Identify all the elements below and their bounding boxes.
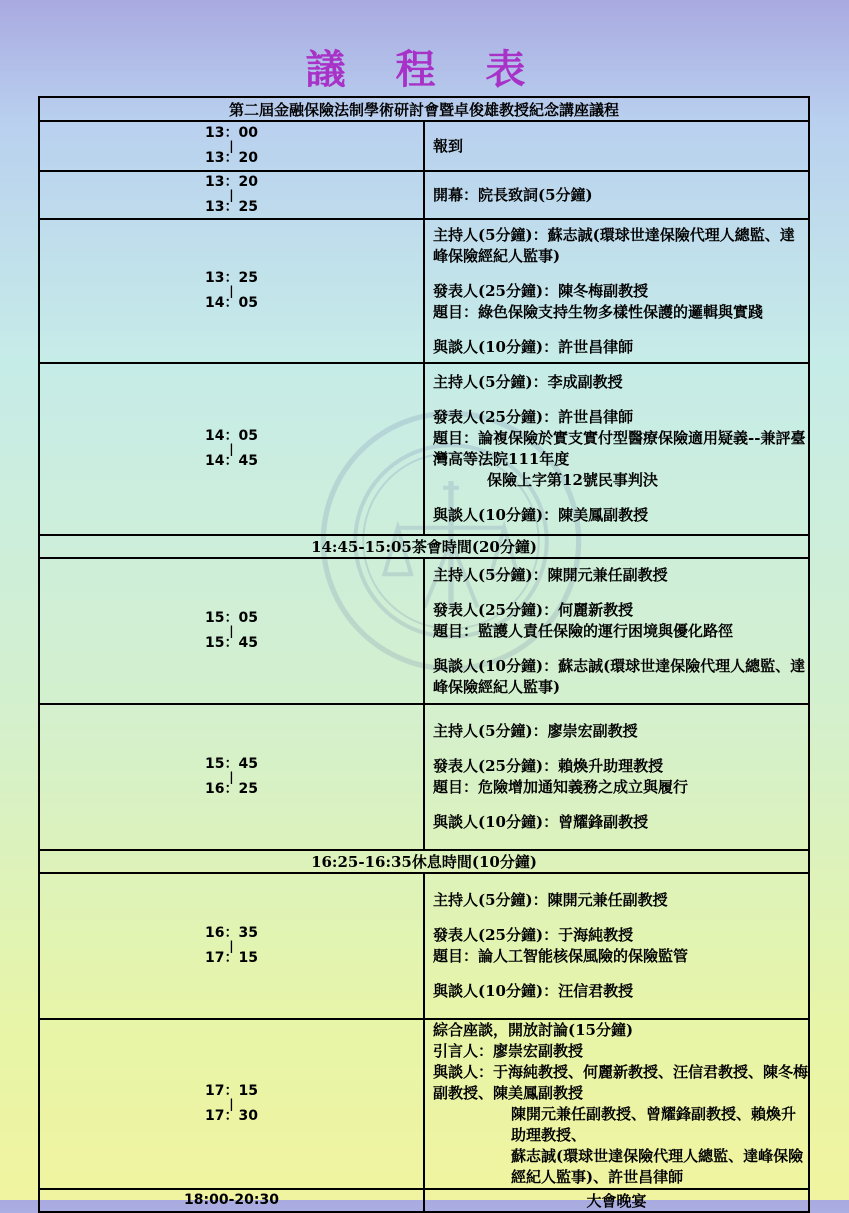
session-discussant: 與談人(10分鐘)：蘇志誠(環球世達保險代理人總監、達峰保險經紀人監事) (433, 656, 806, 696)
session-speaker: 發表人(25分鐘)：陳冬梅副教授 (433, 281, 649, 300)
agenda-table (38, 96, 810, 1213)
panel-title: 綜合座談，開放討論(15分鐘) (433, 1021, 634, 1039)
time-cell: 13：25 | 14：05 (39, 219, 424, 363)
session-speaker: 發表人(25分鐘)：于海純教授 (433, 926, 634, 944)
panel-discussants-continued: 陳開元兼任副教授、曾耀鋒副教授、賴煥升助理教授、 (511, 1105, 797, 1144)
time-cell: 15：05 | 15：45 (39, 558, 424, 704)
dinner-label: 大會晚宴 (424, 1189, 809, 1212)
time-cell: 15：45 | 16：25 (39, 704, 424, 850)
session-block (424, 363, 809, 535)
session-block (424, 704, 809, 850)
session-host: 主持人(5分鐘)：蘇志誠(環球世達保險代理人總監、達峰保險經紀人監事) (433, 225, 795, 265)
session-block (424, 558, 809, 704)
time-cell: 13：00 | 13：20 (39, 121, 424, 171)
session-discussant: 與談人(10分鐘)：許世昌律師 (433, 337, 634, 356)
session-topic: 題目：危險增加通知義務之成立與履行 (433, 778, 689, 796)
session-speaker: 發表人(25分鐘)：賴煥升助理教授 (433, 757, 664, 775)
table-header: 第二屆金融保險法制學術研討會暨卓俊雄教授紀念講座議程 (39, 97, 809, 121)
session-host: 主持人(5分鐘)：陳開元兼任副教授 (433, 565, 668, 584)
panel-moderator: 引言人：廖崇宏副教授 (433, 1042, 584, 1060)
session-topic: 題目：論複保險於實支實付型醫療保險適用疑義--兼評臺灣高等法院111年度 (433, 429, 806, 468)
break-row: 16:25-16:35休息時間(10分鐘) (39, 850, 809, 873)
session-discussant: 與談人(10分鐘)：汪信君教授 (433, 982, 634, 1000)
session-host: 主持人(5分鐘)：廖崇宏副教授 (433, 722, 638, 740)
time-cell: 13：20 | 13：25 (39, 171, 424, 219)
panel-discussants-continued: 蘇志誠(環球世達保險代理人總監、達峰保險經紀人監事)、許世昌律師 (511, 1147, 804, 1186)
agenda-item: 開幕：院長致詞(5分鐘) (424, 171, 809, 219)
dinner-time: 18:00-20:30 (39, 1189, 424, 1212)
session-host: 主持人(5分鐘)：李成副教授 (433, 373, 623, 391)
break-row: 14:45-15:05茶會時間(20分鐘) (39, 535, 809, 558)
agenda-item: 報到 (424, 121, 809, 171)
session-block (424, 873, 809, 1019)
time-cell: 16：35 | 17：15 (39, 873, 424, 1019)
session-topic-continued: 保險上字第12號民事判決 (487, 471, 658, 489)
session-topic: 題目：論人工智能核保風險的保險監管 (433, 947, 689, 965)
session-host: 主持人(5分鐘)：陳開元兼任副教授 (433, 891, 668, 909)
time-cell: 14：05 | 14：45 (39, 363, 424, 535)
session-speaker: 發表人(25分鐘)：何麗新教授 (433, 600, 634, 619)
session-topic: 題目：綠色保險支持生物多樣性保護的邏輯與實踐 (433, 302, 764, 321)
session-topic: 題目：監護人責任保險的運行困境與優化路徑 (433, 621, 734, 640)
session-speaker: 發表人(25分鐘)：許世昌律師 (433, 408, 634, 426)
time-cell: 17：15 | 17：30 (39, 1019, 424, 1189)
panel-discussants: 與談人：于海純教授、何麗新教授、汪信君教授、陳冬梅副教授、陳美鳳副教授 (433, 1063, 809, 1102)
panel-block (424, 1019, 809, 1189)
page-title: 議 程 表 (305, 46, 544, 93)
session-discussant: 與談人(10分鐘)：曾耀鋒副教授 (433, 813, 649, 831)
session-discussant: 與談人(10分鐘)：陳美鳳副教授 (433, 506, 649, 524)
session-block (424, 219, 809, 363)
